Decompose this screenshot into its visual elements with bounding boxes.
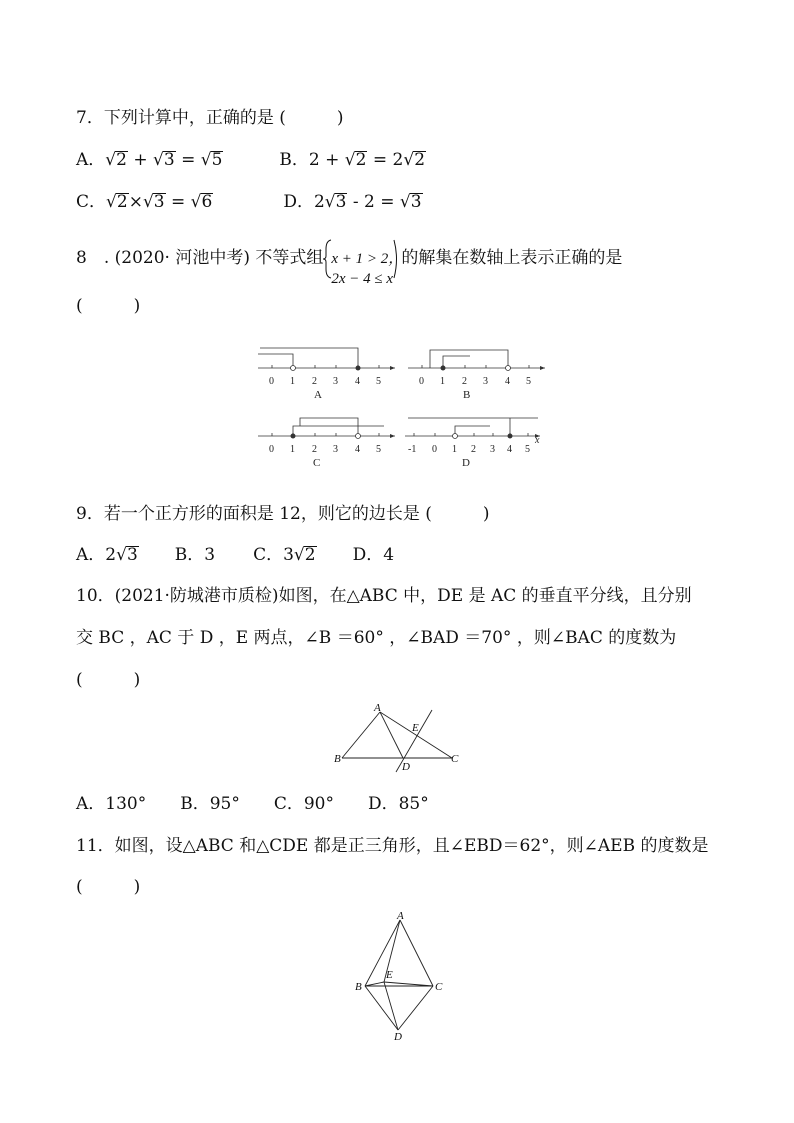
q9-options: [76, 545, 394, 565]
figure-label: A: [314, 389, 322, 401]
tick-label: 5: [525, 444, 530, 455]
q8-paren: ( ): [76, 296, 141, 316]
vertex-label-b: B: [334, 753, 341, 765]
tick-label: 1: [290, 376, 295, 387]
q10-line1: 10．(2021·防城港市质检)如图，在△ABC 中，DE 是 AC 的垂直平分线，且分别: [76, 586, 692, 606]
vertex-label-a: A: [397, 910, 404, 922]
tick-label: 5: [376, 376, 381, 387]
tick-label: 0: [269, 444, 274, 455]
number-line-c: [258, 418, 395, 469]
tick-label: 3: [333, 376, 338, 387]
q11-paren: ( ): [76, 877, 141, 897]
tick-label: 4: [505, 376, 510, 387]
q10-triangle-figure: [330, 700, 470, 780]
inequality-system: x + 1 > 2， 2x − 4 ≤ x: [323, 239, 401, 279]
number-line-a: [258, 348, 395, 401]
number-line-b: [408, 350, 545, 401]
vertex-label-a: A: [374, 702, 381, 714]
q11-line1: 11．如图，设△ABC 和△CDE 都是正三角形，且∠EBD＝62°，则∠AEB 的度数是: [76, 836, 709, 856]
q9-option-c: C．3√2: [253, 545, 316, 565]
q9-option-a: A．2√3: [76, 545, 138, 565]
q7-options-row2: [76, 192, 423, 212]
tick-label: 3: [333, 444, 338, 455]
vertex-label-d: D: [394, 1031, 402, 1043]
axis-label-x: x: [535, 435, 540, 446]
q7-option-c: C．√2×√3 = √6: [76, 192, 213, 212]
q7-option-b: B．2 + √2 = 2√2: [279, 150, 426, 170]
q10-line2: 交 BC ，AC 于 D ，E 两点，∠B ＝60° ，∠BAD ＝70° ，则∠BAC 的度数为: [76, 628, 677, 648]
tick-label: 2: [312, 444, 317, 455]
tick-label: 1: [440, 376, 445, 387]
tick-label: 4: [355, 444, 360, 455]
vertex-label-b: B: [355, 981, 362, 993]
figure-label: C: [313, 457, 321, 469]
vertex-label-e: E: [412, 722, 419, 734]
q7-options-row1: [76, 150, 426, 170]
q8-stem: 8 . (2020· 河池中考) 不等式组 x + 1 > 2， 2x − 4 ≤ x 的解集在数轴上表示正确的是: [76, 238, 622, 279]
tick-label: 2: [462, 376, 467, 387]
q11-triangle-figure: [350, 910, 460, 1045]
q10-paren: ( ): [76, 670, 141, 690]
q8-figures: [0, 338, 794, 478]
tick-label: 4: [355, 376, 360, 387]
q7-option-a: A．√2 + √3 = √5: [76, 150, 223, 170]
q9-option-d: D．4: [352, 545, 395, 565]
figure-label: D: [462, 457, 470, 469]
tick-label: 1: [290, 444, 295, 455]
tick-label: 0: [432, 444, 437, 455]
tick-label: 5: [376, 444, 381, 455]
q10-options: A．130° B．95° C．90° D．85°: [76, 794, 429, 814]
q9-stem: 9．若一个正方形的面积是 12，则它的边长是 ( ): [76, 504, 490, 524]
q7-stem: 7．下列计算中，正确的是 ( ): [76, 108, 344, 128]
number-line-d: [405, 418, 540, 469]
tick-label: 1: [452, 444, 457, 455]
tick-label: 2: [312, 376, 317, 387]
tick-label: 3: [483, 376, 488, 387]
tick-label: 0: [269, 376, 274, 387]
figure-label: B: [463, 389, 471, 401]
q7-option-d: D．2√3 - 2 = √3: [283, 192, 422, 212]
tick-label: 0: [419, 376, 424, 387]
tick-label: -1: [408, 444, 417, 455]
tick-label: 4: [507, 444, 512, 455]
tick-label: 3: [490, 444, 495, 455]
vertex-label-c: C: [451, 753, 459, 765]
vertex-label-d: D: [402, 761, 410, 773]
vertex-label-c: C: [435, 981, 443, 993]
q9-option-b: B．3: [174, 545, 216, 565]
tick-label: 2: [471, 444, 476, 455]
vertex-label-e: E: [386, 969, 393, 981]
tick-label: 5: [526, 376, 531, 387]
